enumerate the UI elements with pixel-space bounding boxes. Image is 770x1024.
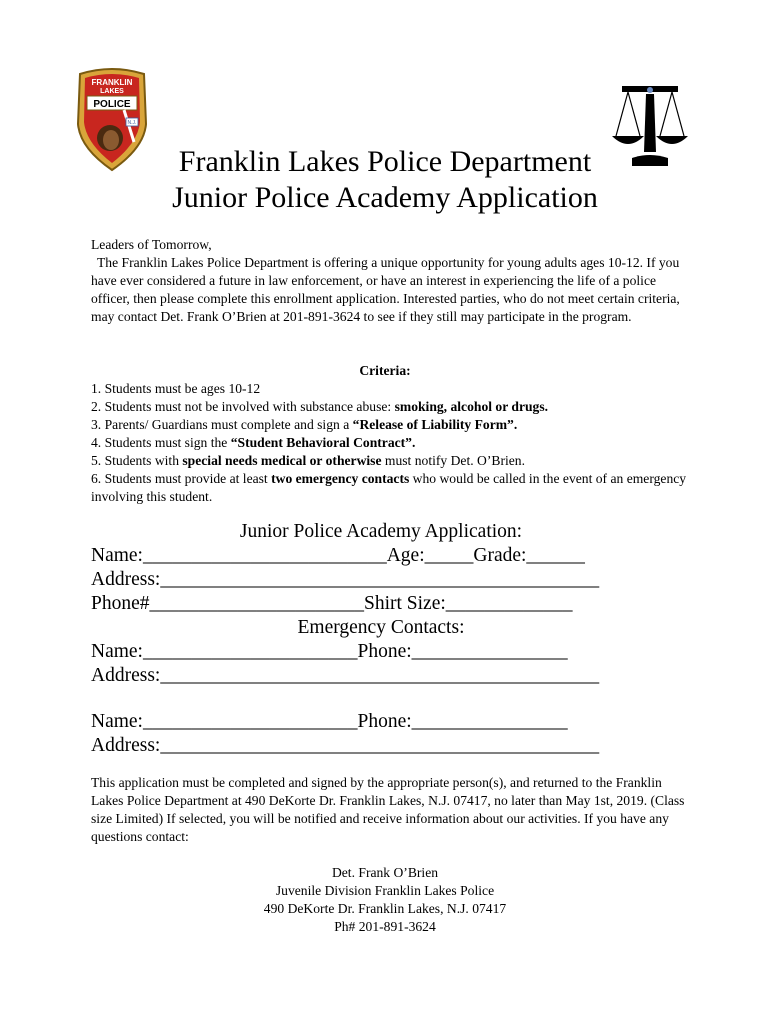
name-age-grade-field[interactable]: Name:_________________________Age:_____Grade:______ (91, 545, 585, 566)
application-form (91, 520, 691, 688)
phone-shirt-size-field[interactable]: Phone#______________________Shirt Size:_____________ (91, 593, 573, 614)
form-heading: Junior Police Academy Application: (239, 521, 523, 542)
logo-text-lakes: LAKES (100, 88, 124, 95)
emergency-contact-2-address-field[interactable]: Address:_____________________________________________ (91, 735, 600, 756)
criteria-item: 2. Students must not be involved with substance abuse: smoking, alcohol or drugs. (91, 399, 549, 414)
logo-text-franklin: FRANKLIN (91, 78, 133, 87)
contact-name: Det. Frank O’Brien (331, 865, 439, 880)
page-title-line2: Junior Police Academy Application (172, 181, 598, 214)
criteria-item: 6. Students must provide at least two emergency contacts who would be called in the event of an emergency involving this student. (91, 471, 687, 504)
intro-paragraph: The Franklin Lakes Police Department is offering a unique opportunity for young adults ages 10-12. If you have ever considered a future in law enforcement, or have an interest in experiencing the life of a police officer, then please complete this enrollment application. Interested parties, who do not meet certain criteria, may contact Det. Frank O’Brien at 201-891-3624 to see if they still may participate in the program. (91, 255, 680, 324)
emergency-contact-1-name-phone-field[interactable]: Name:______________________Phone:________________ (91, 641, 568, 662)
emergency-contact-1-address-field[interactable]: Address:_____________________________________________ (91, 665, 600, 686)
emergency-contacts-heading: Emergency Contacts: (297, 617, 465, 638)
emergency-contact-2-name-phone-field[interactable]: Name:______________________Phone:________________ (91, 711, 568, 732)
contact-block (0, 864, 770, 936)
criteria-item: 1. Students must be ages 10-12 (91, 381, 261, 396)
criteria-item: 5. Students with special needs medical or otherwise must notify Det. O’Brien. (91, 453, 525, 468)
submission-instructions: This application must be completed and signed by the appropriate person(s), and returned to the Franklin Lakes Police Department at 490 DeKorte Dr. Franklin Lakes, N.J. 07417, no later than May 1st, 2019. (Class size Limited) If selected, you will be notified and receive information about our activities. If you have any questions contact: (91, 775, 685, 844)
logo-text-state: N.J. (127, 120, 137, 126)
criteria-list (91, 380, 691, 506)
contact-address: 490 DeKorte Dr. Franklin Lakes, N.J. 07417 (263, 901, 507, 916)
criteria-item: 3. Parents/ Guardians must complete and sign a “Release of Liability Form”. (91, 417, 518, 432)
criteria-item: 4. Students must sign the “Student Behavioral Contract”. (91, 435, 416, 450)
intro-greeting: Leaders of Tomorrow, (91, 237, 212, 252)
contact-phone: Ph# 201-891-3624 (334, 919, 436, 934)
address-field[interactable]: Address:_____________________________________________ (91, 569, 600, 590)
logo-text-police: POLICE (93, 99, 131, 110)
contact-division: Juvenile Division Franklin Lakes Police (275, 883, 495, 898)
criteria-heading: Criteria: (359, 363, 411, 378)
emergency-contact-2 (91, 710, 691, 758)
page-title-line1: Franklin Lakes Police Department (178, 145, 592, 178)
